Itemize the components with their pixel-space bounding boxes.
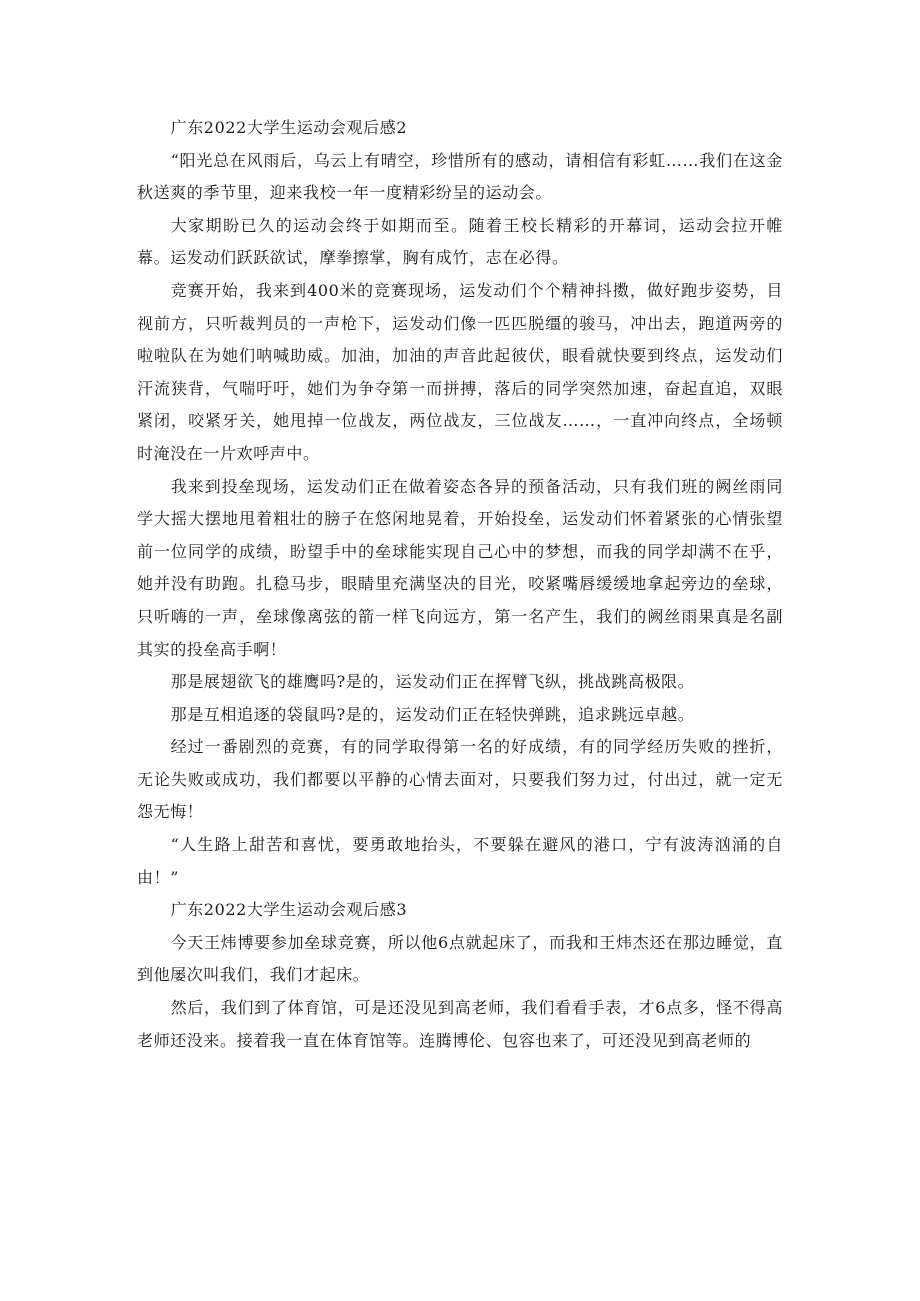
paragraph: 我来到投垒现场，运发动们正在做着姿态各异的预备活动，只有我们班的阙丝雨同学大摇大摆地甩着粗壮的膀子在悠闲地晃着，开始投垒，运发动们怀着紧张的心情张望前一位同学的成绩，盼望手中的垒球能实现自己心中的梦想，而我的同学却满不在乎，她并没有助跑。扎稳马步，眼睛里充满坚决的目光，咬紧嘴唇缓缓地拿起旁边的垒球，只听嗨的一声，垒球像离弦的箭一样飞向远方，第一名产生，我们的阙丝雨果真是名副其实的投垒高手啊！ (137, 476, 783, 659)
paragraph: 竞赛开始，我来到400米的竞赛现场，运发动们个个精神抖擞，做好跑步姿势，目视前方，只听裁判员的一声枪下，运发动们像一匹匹脱缰的骏马，冲出去，跑道两旁的啦啦队在为她们呐喊助威。加油，加油的声音此起彼伏，眼看就快要到终点，运发动们汗流狭背，气喘吁吁，她们为争夺第一而拼搏，落后的同学突然加速，奋起直追，双眼紧闭，咬紧牙关，她甩掉一位战友，两位战友，三位战友……，一直冲向终点，全场顿时淹没在一片欢呼声中。 (137, 280, 783, 463)
paragraph: 今天王炜博要参加垒球竞赛，所以他6点就起床了，而我和王炜杰还在那边睡觉，直到他屡次叫我们，我们才起床。 (137, 932, 783, 985)
paragraph: “阳光总在风雨后，乌云上有晴空，珍惜所有的感动，请相信有彩虹……我们在这金秋送爽的季节里，迎来我校一年一度精彩纷呈的运动会。 (137, 150, 783, 203)
essay-3-title: 广东2022大学生运动会观后感3 (170, 900, 408, 920)
paragraph: 大家期盼已久的运动会终于如期而至。随着王校长精彩的开幕词，运动会拉开帷幕。运发动们跃跃欲试，摩拳擦掌，胸有成竹，志在必得。 (137, 215, 783, 268)
paragraph: 然后，我们到了体育馆，可是还没见到高老师，我们看看手表，才6点多，怪不得高老师还没来。接着我一直在体育馆等。连腾博伦、包容也来了，可还没见到高老师的 (137, 998, 783, 1050)
essay-2-title: 广东2022大学生运动会观后感2 (170, 118, 408, 137)
paragraph: 那是互相追逐的袋鼠吗?是的，运发动们正在轻快弹跳，追求跳远卓越。 (170, 704, 695, 724)
paragraph: 经过一番剧烈的竞赛，有的同学取得第一名的好成绩，有的同学经历失败的挫折，无论失败或成功，我们都要以平静的心情去面对，只要我们努力过，付出过，就一定无怨无悔！ (137, 737, 783, 822)
paragraph: 那是展翅欲飞的雄鹰吗?是的，运发动们正在挥臂飞纵，挑战跳高极限。 (170, 672, 695, 692)
document-body (137, 112, 783, 1057)
paragraph: “人生路上甜苦和喜忧，要勇敢地抬头，不要躲在避风的港口，宁有波涛汹涌的自由！” (137, 835, 783, 887)
